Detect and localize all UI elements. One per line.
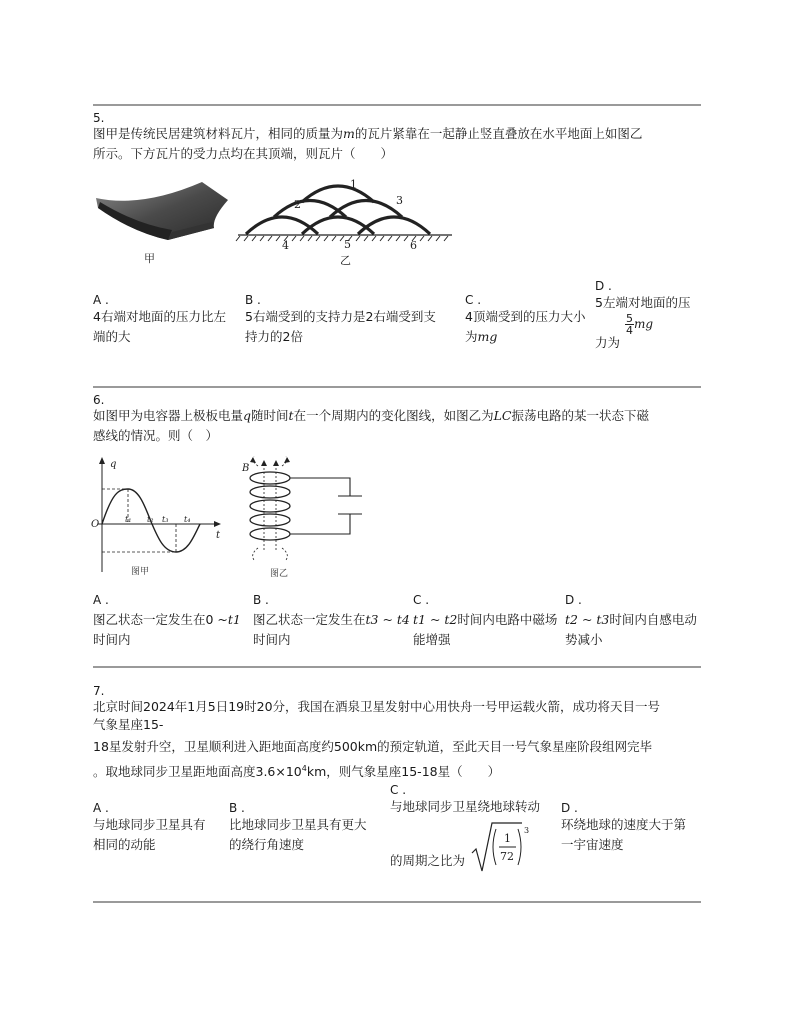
sqrt-fraction-1-72-cubed bbox=[470, 819, 530, 875]
q6-figure-yi bbox=[236, 456, 376, 580]
q6-figure-jia bbox=[90, 454, 230, 580]
tick-t4: t₄ bbox=[184, 515, 191, 524]
divider-bottom bbox=[93, 901, 701, 903]
q7-option-a[interactable]: A . 与地球同步卫星具有 相同的动能 bbox=[93, 801, 206, 852]
axis-label-t: t bbox=[216, 530, 221, 541]
tile-label-4: 4 bbox=[282, 239, 289, 252]
divider-q5-q6 bbox=[93, 386, 701, 388]
svg-text:3: 3 bbox=[524, 826, 530, 835]
q5-figure-yi bbox=[232, 176, 462, 268]
tile-label-2: 2 bbox=[294, 198, 301, 211]
q6-stem: 如图甲为电容器上极板电量q随时间t在一个周期内的变化图线，如图乙为LC振荡电路的某一状态下磁 感线的情况。则（ ） bbox=[93, 408, 649, 443]
q5-number: 5. bbox=[93, 111, 105, 125]
tile-label-5: 5 bbox=[344, 238, 351, 251]
tile-label-1: 1 bbox=[350, 178, 357, 191]
q7-option-c[interactable]: C . 与地球同步卫星绕地球转动 的周期之比为 1 72 3 bbox=[390, 783, 540, 875]
q6-option-d[interactable]: D . t2 ~ t3时间内自感电动 势减小 bbox=[565, 593, 697, 647]
tile-label-3: 3 bbox=[396, 194, 403, 207]
divider-q6-q7 bbox=[93, 666, 701, 668]
q6-fig-jia-caption: 图甲 bbox=[131, 567, 150, 577]
tick-t3: t₃ bbox=[162, 515, 169, 524]
origin-label: O bbox=[91, 519, 100, 530]
q5-stem: 图甲是传统民居建筑材料瓦片，相同的质量为m的瓦片紧靠在一起静止竖直叠放在水平地面上如图乙 所示。下方瓦片的受力点均在其顶端，则瓦片（ ） bbox=[93, 126, 643, 161]
svg-text:72: 72 bbox=[500, 850, 514, 863]
svg-text:1: 1 bbox=[504, 832, 511, 845]
q7-number: 7. bbox=[93, 684, 105, 698]
q6-option-a[interactable]: A . 图乙状态一定发生在0 ~t1 时间内 bbox=[93, 593, 241, 647]
q6-fig-yi-caption: 图乙 bbox=[270, 569, 289, 579]
q7-option-d[interactable]: D . 环绕地球的速度大于第 一宇宙速度 bbox=[561, 801, 687, 852]
q5-fig-yi-caption: 乙 bbox=[340, 254, 351, 267]
q5-option-b[interactable]: B . 5右端受到的支持力是2右端受到支 持力的2倍 bbox=[245, 293, 436, 344]
fraction-5-4: $\frac{5}{4}$ bbox=[626, 312, 633, 337]
tile-label-6: 6 bbox=[410, 239, 417, 252]
tick-t1: t₁ bbox=[125, 515, 132, 524]
q5-option-a[interactable]: A . 4右端对地面的压力比左 端的大 bbox=[93, 293, 226, 344]
q6-option-b[interactable]: B . 图乙状态一定发生在t3 ~ t4 时间内 bbox=[253, 593, 410, 647]
field-label-b: B bbox=[242, 463, 250, 474]
q6-number: 6. bbox=[93, 393, 105, 407]
q5-option-d[interactable]: D . 5左端对地面的压 $\frac{5}{4}$ mg 力为 bbox=[595, 279, 691, 350]
q6-option-c[interactable]: C . t1 ~ t2时间内电路中磁场 能增强 bbox=[413, 593, 558, 647]
q7-option-b[interactable]: B . 比地球同步卫星具有更大 的绕行角速度 bbox=[229, 801, 367, 852]
q5-option-c[interactable]: C . 4顶端受到的压力大小 为mg bbox=[465, 293, 586, 344]
axis-label-q: q bbox=[110, 459, 117, 470]
q7-stem: 北京时间2024年1月5日19时20分，我国在酒泉卫星发射中心用快舟一号甲运载火箭，成功将天目一号 气象星座15- 18星发射升空，卫星顺利进入距地面高度约500km的预定轨道，至此天目一号气象星座阶段组网完毕 。取地球同步卫星距地面高度$3.6\times 10^4km$，则气象星座15-18星（ ） bbox=[93, 699, 661, 780]
divider-top bbox=[93, 104, 701, 106]
q5-fig-jia-caption: 甲 bbox=[144, 252, 155, 265]
tick-t2: t₂ bbox=[147, 515, 154, 524]
q5-figure-jia bbox=[92, 178, 232, 268]
